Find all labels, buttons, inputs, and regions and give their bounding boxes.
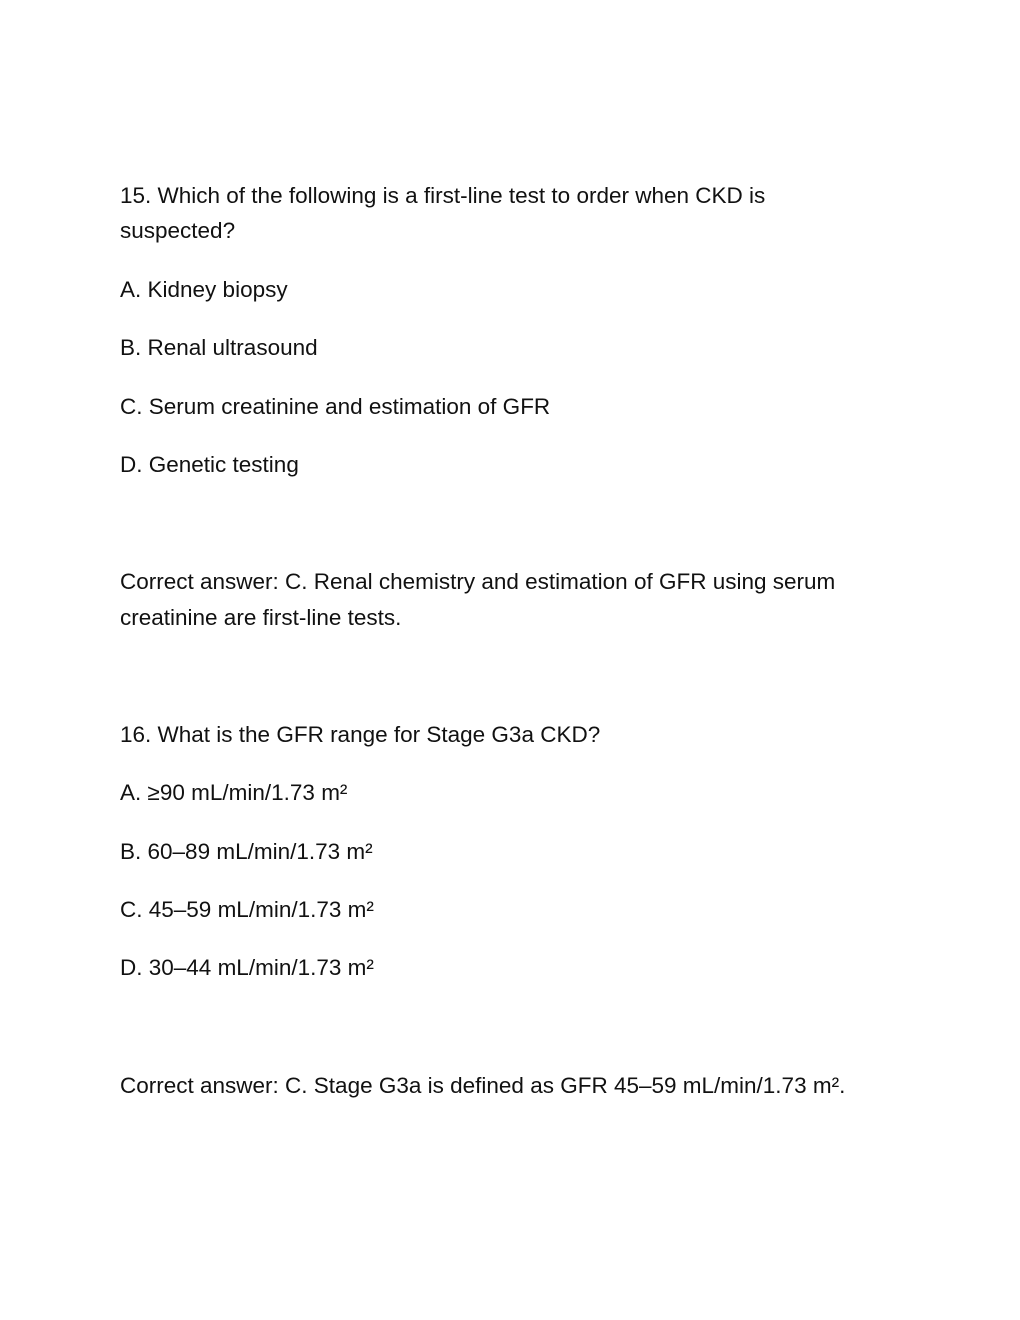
question-15-answer-line-1: Correct answer: C. Renal chemistry and estimation of GFR using serum bbox=[120, 569, 836, 594]
question-16-option-a: A. ≥90 mL/min/1.73 m² bbox=[120, 780, 348, 805]
question-16-text: 16. What is the GFR range for Stage G3a CKD? bbox=[120, 722, 601, 747]
question-15-option-c: C. Serum creatinine and estimation of GFR bbox=[120, 394, 551, 419]
question-15-option-b: B. Renal ultrasound bbox=[120, 335, 318, 360]
question-16-option-b: B. 60–89 mL/min/1.73 m² bbox=[120, 839, 373, 864]
question-15-text-line-1: 15. Which of the following is a first-line test to order when CKD is bbox=[120, 183, 766, 208]
question-15-text-line-2: suspected? bbox=[120, 218, 236, 243]
question-16-answer: Correct answer: C. Stage G3a is defined as GFR 45–59 mL/min/1.73 m². bbox=[120, 1073, 846, 1098]
question-15-option-d: D. Genetic testing bbox=[120, 452, 299, 477]
question-15-option-a: A. Kidney biopsy bbox=[120, 277, 288, 302]
question-15-answer-line-2: creatinine are first-line tests. bbox=[120, 605, 402, 630]
question-16-option-c: C. 45–59 mL/min/1.73 m² bbox=[120, 897, 374, 922]
question-16-option-d: D. 30–44 mL/min/1.73 m² bbox=[120, 955, 374, 980]
